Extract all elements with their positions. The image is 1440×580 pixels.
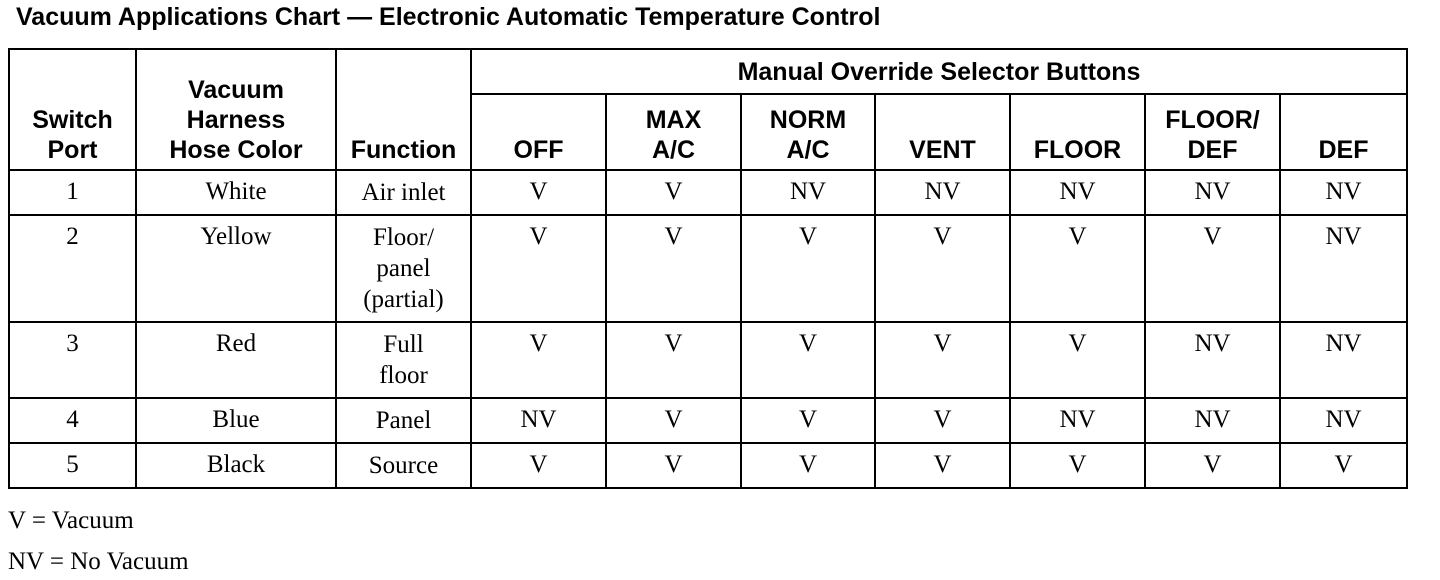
vacuum-state-cell: NV <box>471 398 606 443</box>
function-cell: Full floor <box>336 322 471 398</box>
vacuum-state-cell: V <box>875 398 1010 443</box>
hose-color-cell: Yellow <box>136 215 336 322</box>
vacuum-state-cell: NV <box>1010 398 1145 443</box>
vacuum-state-cell: V <box>471 170 606 215</box>
header-selector-buttons-group: Manual Override Selector Buttons <box>471 49 1407 94</box>
vacuum-state-cell: NV <box>1280 322 1407 398</box>
vacuum-state-cell: V <box>741 398 875 443</box>
vacuum-state-cell: NV <box>875 170 1010 215</box>
hose-color-cell: Black <box>136 443 336 488</box>
table-body <box>9 170 1407 488</box>
vacuum-state-cell: V <box>606 170 741 215</box>
vacuum-state-cell: V <box>875 215 1010 322</box>
chart-title: Vacuum Applications Chart — Electronic Automatic Temperature Control <box>16 3 881 31</box>
vacuum-state-cell: V <box>1010 322 1145 398</box>
function-cell: Floor/ panel (partial) <box>336 215 471 322</box>
vacuum-state-cell: NV <box>1280 215 1407 322</box>
vacuum-state-cell: NV <box>741 170 875 215</box>
vacuum-state-cell: V <box>471 443 606 488</box>
table-row <box>9 215 1407 322</box>
hose-color-cell: Red <box>136 322 336 398</box>
vacuum-state-cell: V <box>741 322 875 398</box>
hose-color-cell: White <box>136 170 336 215</box>
header-function: Function <box>336 49 471 170</box>
vacuum-state-cell: V <box>606 215 741 322</box>
vacuum-state-cell: NV <box>1145 170 1280 215</box>
vacuum-state-cell: V <box>741 215 875 322</box>
vacuum-state-cell: NV <box>1145 398 1280 443</box>
table-row <box>9 322 1407 398</box>
legend-vacuum: V = Vacuum <box>8 507 134 534</box>
vacuum-state-cell: V <box>606 443 741 488</box>
switch-port-cell: 4 <box>9 398 136 443</box>
vacuum-state-cell: NV <box>1280 170 1407 215</box>
vacuum-state-cell: V <box>606 322 741 398</box>
vacuum-state-cell: V <box>875 322 1010 398</box>
vacuum-state-cell: V <box>1280 443 1407 488</box>
header-button-6: DEF <box>1280 94 1407 170</box>
vacuum-state-cell: NV <box>1010 170 1145 215</box>
function-cell: Panel <box>336 398 471 443</box>
header-hose-color: Vacuum Harness Hose Color <box>136 49 336 170</box>
header-button-1: MAX A/C <box>606 94 741 170</box>
vacuum-state-cell: V <box>875 443 1010 488</box>
header-button-5: FLOOR/ DEF <box>1145 94 1280 170</box>
vacuum-state-cell: V <box>471 322 606 398</box>
vacuum-state-cell: NV <box>1280 398 1407 443</box>
vacuum-state-cell: V <box>1010 215 1145 322</box>
header-switch-port: Switch Port <box>9 49 136 170</box>
header-button-4: FLOOR <box>1010 94 1145 170</box>
switch-port-cell: 5 <box>9 443 136 488</box>
header-button-0: OFF <box>471 94 606 170</box>
vacuum-state-cell: V <box>741 443 875 488</box>
function-cell: Air inlet <box>336 170 471 215</box>
legend-no-vacuum: NV = No Vacuum <box>8 548 189 575</box>
vacuum-state-cell: V <box>1145 443 1280 488</box>
vacuum-state-cell: V <box>471 215 606 322</box>
switch-port-cell: 1 <box>9 170 136 215</box>
vacuum-state-cell: NV <box>1145 322 1280 398</box>
header-button-2: NORM A/C <box>741 94 875 170</box>
table-row <box>9 170 1407 215</box>
vacuum-applications-table <box>8 48 1408 489</box>
hose-color-cell: Blue <box>136 398 336 443</box>
header-button-3: VENT <box>875 94 1010 170</box>
function-cell: Source <box>336 443 471 488</box>
table-row <box>9 443 1407 488</box>
vacuum-state-cell: V <box>606 398 741 443</box>
switch-port-cell: 2 <box>9 215 136 322</box>
switch-port-cell: 3 <box>9 322 136 398</box>
table-row <box>9 398 1407 443</box>
vacuum-state-cell: V <box>1010 443 1145 488</box>
vacuum-state-cell: V <box>1145 215 1280 322</box>
